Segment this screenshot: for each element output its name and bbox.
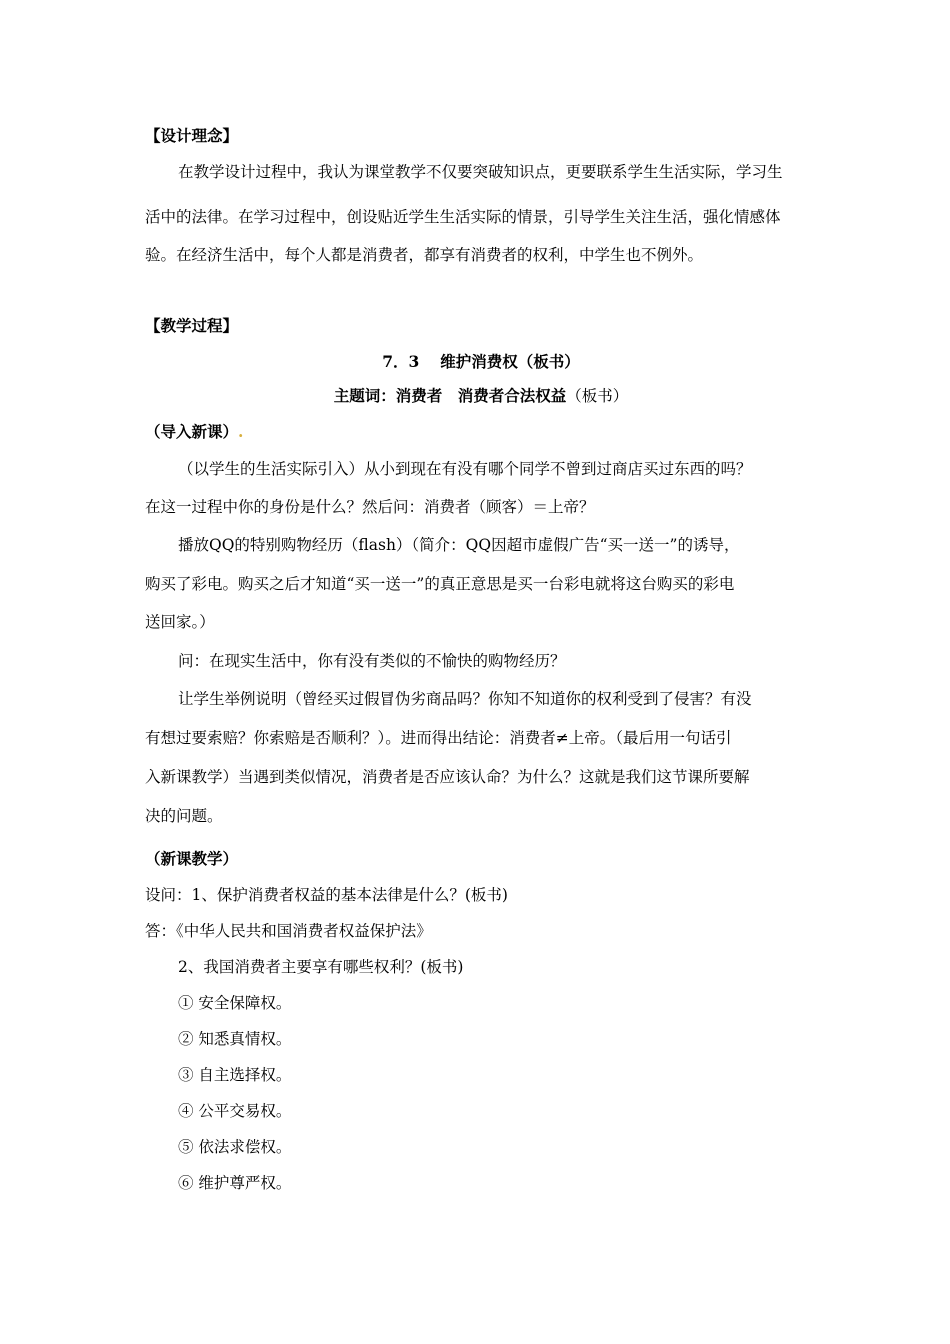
lesson-title: 7．3 维护消费权（板书） [382, 352, 580, 371]
right-item: ③ 自主选择权。 [178, 1066, 292, 1084]
subtitle-tail: （板书） [566, 387, 629, 405]
intro-line-1: （以学生的生活实际引入）从小到现在有没有哪个同学不曾到过商店买过东西的吗？ [178, 460, 752, 478]
right-item: ⑤ 依法求偿权。 [178, 1138, 292, 1156]
intro-line-4: 购买了彩电。购买之后才知道“买一送一”的真正意思是买一台彩电就将这台购买的彩电 [145, 575, 735, 593]
intro-heading: （导入新课）. [145, 422, 244, 441]
right-item: ⑥ 维护尊严权。 [178, 1174, 292, 1192]
intro-line-5: 送回家。） [145, 613, 215, 631]
answer-1: 答：《中华人民共和国消费者权益保护法》 [145, 922, 432, 940]
design-heading: 【设计理念】 [145, 126, 239, 145]
intro-line-2: 在这一过程中你的身份是什么？然后问：消费者（顾客）＝上帝？ [145, 498, 595, 516]
intro-line-6: 问：在现实生活中，你有没有类似的不愉快的购物经历？ [178, 652, 566, 670]
right-item: ① 安全保障权。 [178, 994, 292, 1012]
intro-line-9: 入新课教学）当遇到类似情况，消费者是否应该认命？为什么？这就是我们这节课所要解 [145, 768, 750, 786]
intro-line-8: 有想过要索赔？你索赔是否顺利？）。进而得出结论：消费者≠上帝。（最后用一句话引 [145, 729, 732, 747]
intro-line-7: 让学生举例说明（曾经买过假冒伪劣商品吗？你知不知道你的权利受到了侵害？有没 [178, 690, 752, 708]
newlesson-heading: （新课教学） [145, 849, 239, 868]
intro-line-10: 决的问题。 [145, 807, 223, 825]
design-line-1: 在教学设计过程中，我认为课堂教学不仅要突破知识点，更要联系学生生活实际，学习生 [178, 163, 783, 181]
design-line-2: 活中的法律。在学习过程中，创设贴近学生生活实际的情景，引导学生关注生活，强化情感体 [145, 208, 781, 226]
dot-mark: . [238, 422, 244, 441]
question-2: 2、我国消费者主要享有哪些权利？(板书) [178, 958, 464, 976]
question-1: 设问：1、保护消费者权益的基本法律是什么？(板书) [145, 886, 508, 904]
lesson-subtitle [0, 386, 950, 406]
right-item: ④ 公平交易权。 [178, 1102, 292, 1120]
right-item: ② 知悉真情权。 [178, 1030, 292, 1048]
subtitle-keywords: 主题词：消费者 消费者合法权益 [333, 386, 567, 405]
intro-line-3: 播放QQ的特别购物经历（flash）（简介：QQ因超市虚假广告“买一送一”的诱导， [178, 536, 740, 554]
design-line-3: 验。在经济生活中，每个人都是消费者，都享有消费者的权利，中学生也不例外。 [145, 246, 704, 264]
process-heading: 【教学过程】 [145, 316, 239, 335]
